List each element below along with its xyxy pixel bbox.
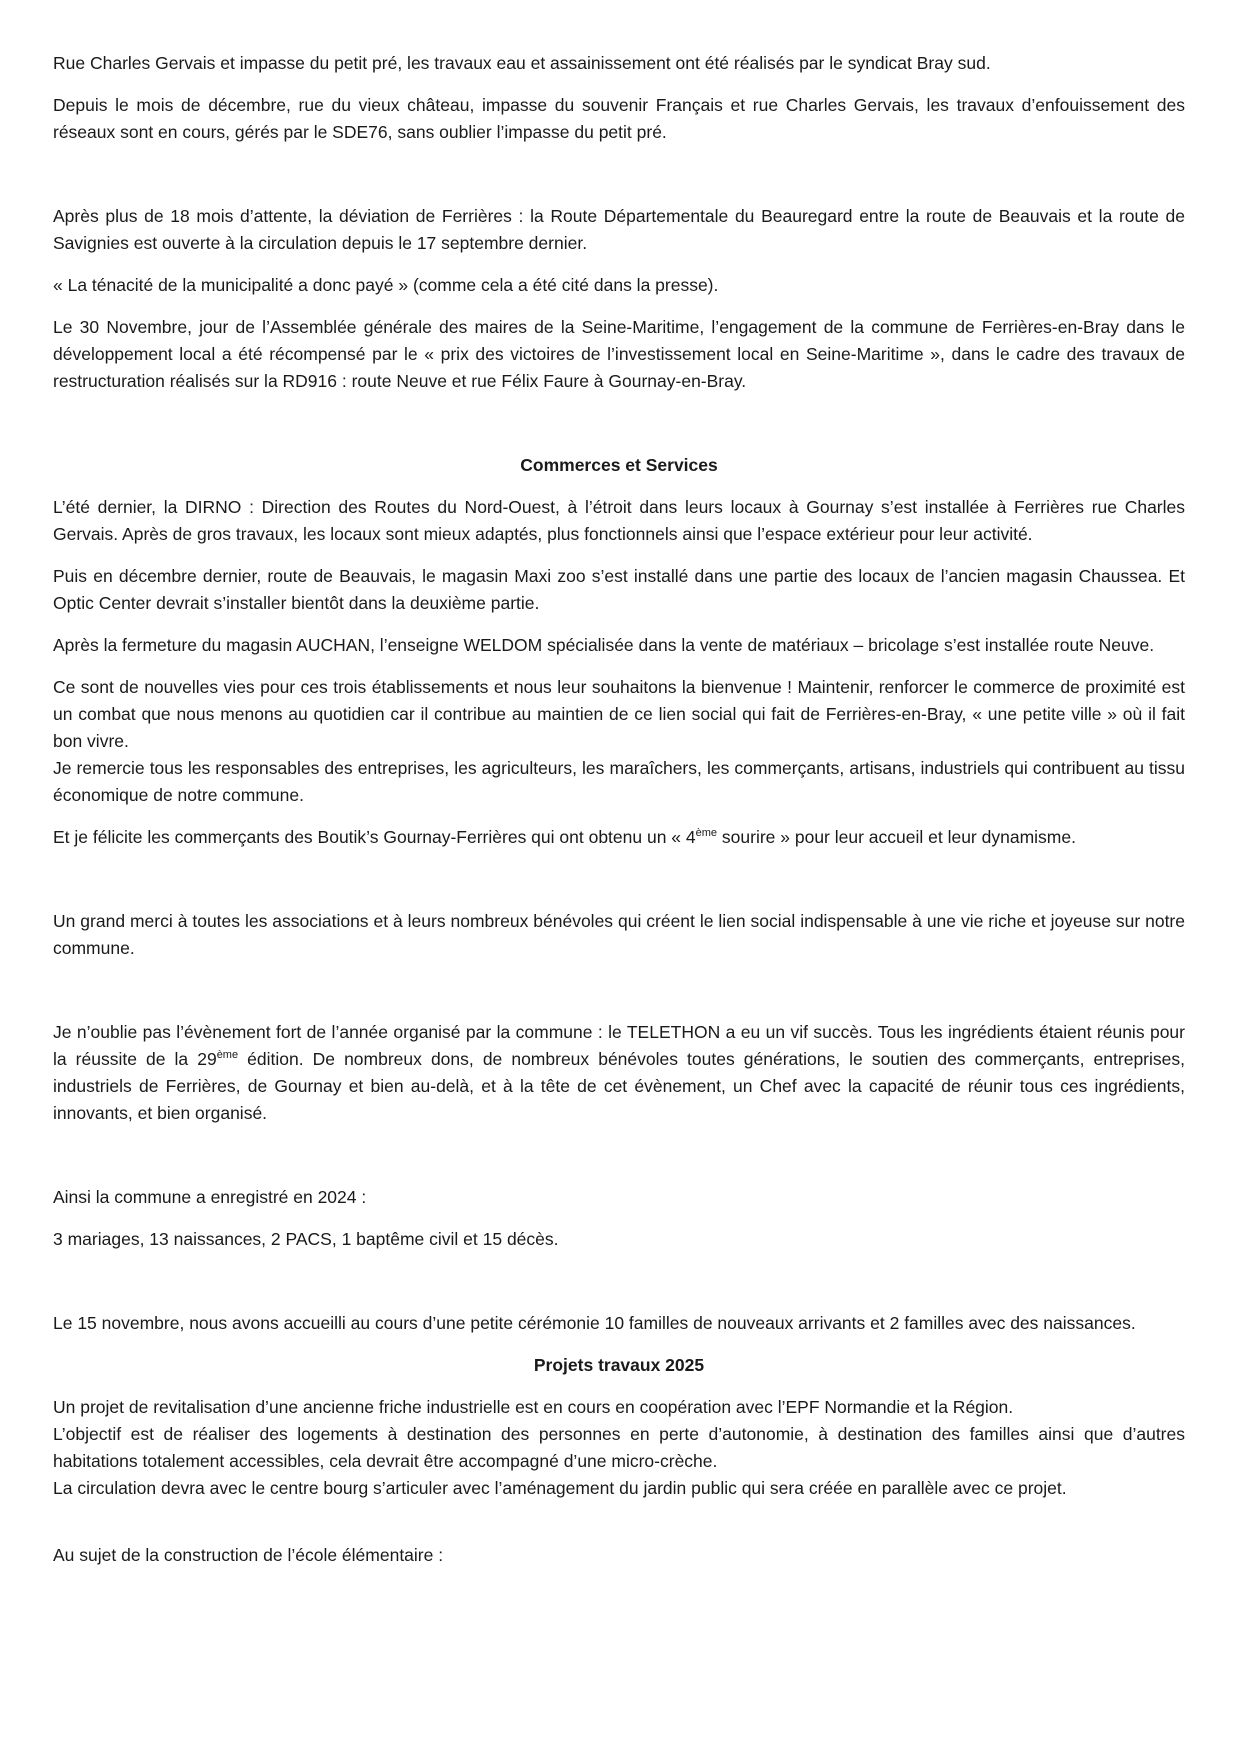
heading-projets-travaux: Projets travaux 2025: [533, 1355, 705, 1375]
paragraph-circulation: La circulation devra avec le centre bourg s’articuler avec l’aménagement du jardin public qui sera créée en parallèle avec ce projet.: [53, 1478, 1067, 1498]
paragraph-tenacite: « La ténacité de la municipalité a donc payé » (comme cela a été cité dans la presse).: [53, 275, 719, 295]
document-page: [53, 50, 1185, 1569]
paragraph-etat-civil-intro: Ainsi la commune a enregistré en 2024 :: [53, 1187, 367, 1207]
paragraph-friche-industrielle: Un projet de revitalisation d’une ancienne friche industrielle est en cours en coopération avec l’EPF Normandie et la Région.: [53, 1397, 1014, 1417]
paragraph-weldom: Après la fermeture du magasin AUCHAN, l’enseigne WELDOM spécialisée dans la vente de matériaux – bricolage s’est installée route Neuve.: [53, 635, 1155, 655]
paragraph-logements: L’objectif est de réaliser des logements à destination des personnes en perte d’autonomie, à destination des familles ainsi que d’autres habitations totalement accessibles, cela devrait être accompagné d’une micro-crèche.: [53, 1424, 1185, 1471]
paragraph-associations: Un grand merci à toutes les associations et à leurs nombreux bénévoles qui créent le lien social indispensable à une vie riche et joyeuse sur notre commune.: [53, 911, 1185, 958]
paragraph-prix-victoires: Le 30 Novembre, jour de l’Assemblée générale des maires de la Seine-Maritime, l’engagement de la commune de Ferrières-en-Bray dans le développement local a été récompensé par le « prix des victoires de l’investissement local en Seine-Maritime », dans le cadre des travaux de restructuration réalisés sur la RD916 : route Neuve et rue Félix Faure à Gournay-en-Bray.: [53, 317, 1185, 391]
paragraph-nouvelles-vies: Ce sont de nouvelles vies pour ces trois établissements et nous leur souhaitons la bienvenue ! Maintenir, renforcer le commerce de proximité est un combat que nous menons au quotidien car il contribue au maintien de ce lien social qui fait de Ferrières-en-Bray, « une petite ville » où il fait bon vivre.: [53, 677, 1185, 751]
paragraph-ecole-elementaire: Au sujet de la construction de l’école élémentaire :: [53, 1545, 444, 1565]
paragraph-travaux-eau: Rue Charles Gervais et impasse du petit pré, les travaux eau et assainissement ont été réalisés par le syndicat Bray sud.: [53, 53, 991, 73]
paragraph-nouveaux-arrivants: Le 15 novembre, nous avons accueilli au cours d’une petite cérémonie 10 familles de nouveaux arrivants et 2 familles avec des naissances.: [53, 1313, 1136, 1333]
paragraph-telethon: Je n’oublie pas l’évènement fort de l’année organisé par la commune : le TELETHON a eu un vif succès. Tous les ingrédients étaient réunis pour la réussite de la 29ème édition. De nombreux dons, de nombreux bénévoles toutes générations, le soutien des commerçants, entreprises, industriels de Ferrières, de Gournay et bien au-delà, et à la tête de cet évènement, un Chef avec la capacité de réunir tous ces ingrédients, innovants, et bien organisé.: [53, 1022, 1185, 1123]
heading-commerces-services: Commerces et Services: [520, 455, 718, 475]
paragraph-boutiks: Et je félicite les commerçants des Boutik’s Gournay-Ferrières qui ont obtenu un « 4ème sourire » pour leur accueil et leur dynamisme.: [53, 827, 1076, 847]
paragraph-deviation: Après plus de 18 mois d’attente, la déviation de Ferrières : la Route Départementale du Beauregard entre la route de Beauvais et la route de Savignies est ouverte à la circulation depuis le 17 septembre dernier.: [53, 206, 1185, 253]
paragraph-dirno: L’été dernier, la DIRNO : Direction des Routes du Nord-Ouest, à l’étroit dans leurs locaux à Gournay s’est installée à Ferrières rue Charles Gervais. Après de gros travaux, les locaux sont mieux adaptés, plus fonctionnels ainsi que l’espace extérieur pour leur activité.: [53, 497, 1185, 544]
paragraph-enfouissement: Depuis le mois de décembre, rue du vieux château, impasse du souvenir Français et rue Charles Gervais, les travaux d’enfouissement des réseaux sont en cours, gérés par le SDE76, sans oublier l’impasse du petit pré.: [53, 95, 1185, 142]
paragraph-etat-civil-chiffres: 3 mariages, 13 naissances, 2 PACS, 1 baptême civil et 15 décès.: [53, 1229, 559, 1249]
paragraph-remerciements: Je remercie tous les responsables des entreprises, les agriculteurs, les maraîchers, les commerçants, artisans, industriels qui contribuent au tissu économique de notre commune.: [53, 758, 1185, 805]
paragraph-maxi-zoo: Puis en décembre dernier, route de Beauvais, le magasin Maxi zoo s’est installé dans une partie des locaux de l’ancien magasin Chaussea. Et Optic Center devrait s’installer bientôt dans la deuxième partie.: [53, 566, 1185, 613]
